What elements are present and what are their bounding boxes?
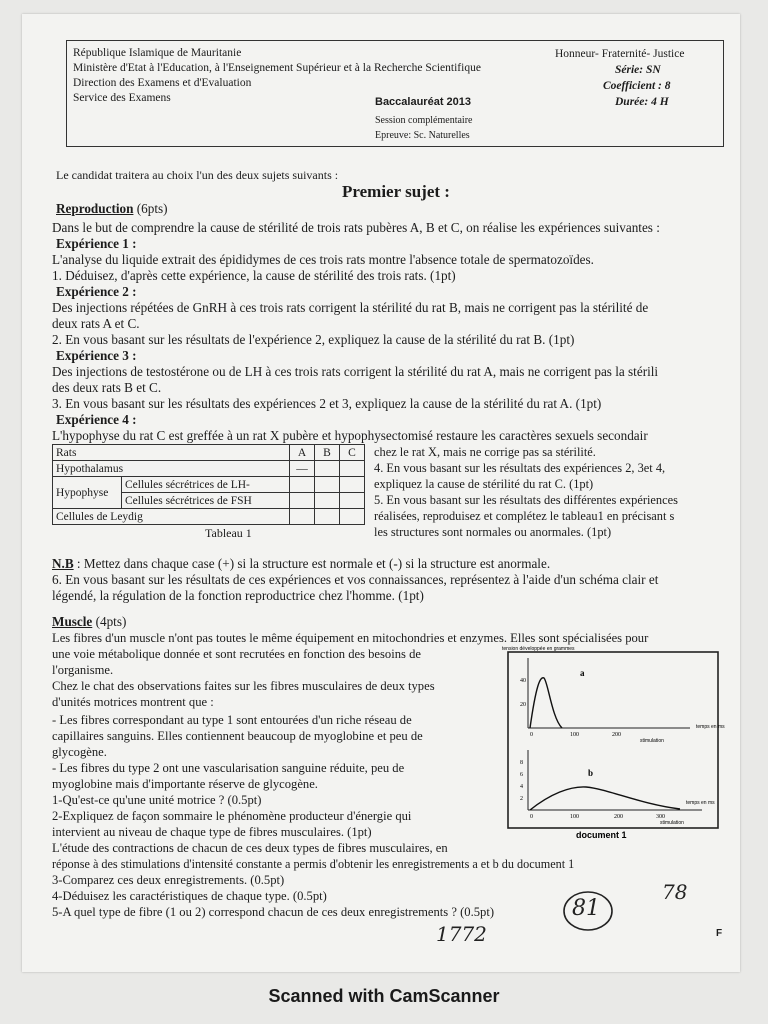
header-line-direction: Direction des Examens et d'Evaluation [73, 77, 252, 89]
table-cell [290, 509, 315, 525]
handwritten-mark: 78 [662, 880, 688, 904]
page-letter: F [716, 928, 723, 939]
table-cell [315, 509, 340, 525]
intro-text: Le candidat traitera au choix l'un des deux sujets suivants : [56, 168, 339, 182]
table-cell [315, 477, 340, 493]
table-header-cell: Rats [53, 445, 290, 461]
muscle-heading: Muscle [52, 614, 93, 629]
exam-header [66, 40, 724, 147]
muscle-line: Chez le chat des observations faites sur les fibres musculaires de deux types [52, 679, 435, 693]
muscle-line: Les fibres d'un muscle n'ont pas toutes le même équipement en mitochondries et enzymes. Elles sont spécialisées pour [52, 631, 649, 645]
header-line-ministry: Ministère d'Etat à l'Education, à l'Enseignement Supérieur et à la Recherche Scientifique [73, 62, 481, 74]
graph-b-xtick: 100 [570, 814, 579, 820]
muscle-points: (4pts) [95, 614, 127, 629]
question-2: 2. En vous basant sur les résultats de l'expérience 2, expliquez la cause de la stérilité du rat B. (1pt) [52, 332, 575, 347]
graph-a-xtick: 0 [530, 732, 533, 738]
question-1: 1. Déduisez, d'après cette expérience, la cause de stérilité des trois rats. (1pt) [52, 268, 456, 283]
muscle-line: d'unités motrices montrent que : [52, 695, 214, 709]
graph-b-label: b [588, 768, 594, 778]
muscle-line: réponse à des stimulations d'intensité constante a permis d'obtenir les enregistrements a et b du document 1 [52, 857, 575, 871]
graph-b-xtick: 0 [530, 814, 533, 820]
experience-4-heading: Expérience 4 : [56, 412, 137, 427]
repro-line: Dans le but de comprendre la cause de stérilité de trois rats pubères A, B et C, on réalise les expériences suivantes : [52, 220, 660, 235]
question-6-cont: légendé, la régulation de la fonction reproductrice chez l'homme. (1pt) [52, 588, 424, 603]
graph-b-stim: stimulation [660, 820, 684, 826]
muscle-line: capillaires sanguins. Elles contiennent beaucoup de myoglobine et peu de [52, 729, 423, 743]
muscle-line: - Les fibres du type 2 ont une vascularisation sanguine réduite, peu de [52, 761, 405, 775]
table-row [53, 477, 365, 493]
graph-a-stim: stimulation [640, 738, 664, 744]
graph-b-xlabel: temps en ms [686, 800, 715, 806]
repro-line: des deux rats B et C. [52, 380, 162, 395]
table-header-row [53, 445, 365, 461]
graph-b-xtick: 200 [614, 814, 623, 820]
nb-label: N.B [52, 556, 74, 571]
camscanner-watermark: Scanned with CamScanner [268, 986, 500, 1006]
table-row [53, 509, 365, 525]
graph-a-xlabel: temps en ms [696, 724, 725, 730]
question-5: 5. En vous basant sur les résultats des différentes expériences [374, 493, 678, 507]
table-caption: Tableau 1 [205, 526, 252, 540]
muscle-question-2: 2-Expliquez de façon sommaire le phénomène producteur d'énergie qui [52, 809, 412, 823]
muscle-question-3: 3-Comparez ces deux enregistrements. (0.5pt) [52, 873, 285, 887]
header-serie: Série: SN [615, 64, 661, 76]
graph-a-ylabel: tension développée en grammes [502, 646, 575, 652]
subject-title: Premier sujet : [342, 182, 450, 201]
muscle-line: l'organisme. [52, 663, 114, 677]
repro-right-line: expliquez la cause de stérilité du rat C. (1pt) [374, 477, 594, 491]
header-coefficient: Coefficient : 8 [603, 80, 671, 92]
tableau-1 [52, 444, 365, 525]
question-6: 6. En vous basant sur les résultats de ces expériences et vos connaissances, représentez à l'aide d'un schéma clair et [52, 572, 659, 587]
muscle-line: L'étude des contractions de chacun de ces deux types de fibres musculaires, en [52, 841, 448, 855]
header-motto: Honneur- Fraternité- Justice [555, 48, 685, 60]
handwritten-signature: 1772 [436, 922, 487, 946]
muscle-question-5: 5-A quel type de fibre (1 ou 2) correspond chacun de ces deux enregistrements ? (0.5pt) [52, 905, 495, 919]
table-header-cell: B [315, 445, 340, 461]
graph-a-label: a [580, 668, 585, 678]
repro-line: L'hypophyse du rat C est greffée à un rat X pubère et hypophysectomisé restaure les caractères sexuels secondair [52, 428, 648, 443]
table-header-cell: A [290, 445, 315, 461]
exam-title: Baccalauréat 2013 [375, 96, 472, 108]
epreuve-label: Epreuve: Sc. Naturelles [375, 130, 470, 141]
header-duree: Durée: 4 H [615, 96, 669, 108]
table-cell: Hypothalamus [53, 461, 290, 477]
table-cell [315, 461, 340, 477]
muscle-line: myoglobine mais d'importante réserve de glycogène. [52, 777, 318, 791]
reproduction-heading: Reproduction [56, 201, 134, 216]
experience-2-heading: Expérience 2 : [56, 284, 137, 299]
table-cell [340, 477, 365, 493]
document-1-figure [490, 646, 728, 844]
nb-text: : Mettez dans chaque case (+) si la structure est normale et (-) si la structure est anormale. [73, 556, 551, 571]
repro-line: Des injections répétées de GnRH à ces trois rats corrigent la stérilité du rat B, mais ne corrigent pas la stérilité de [52, 300, 649, 315]
table-row [53, 461, 365, 477]
reproduction-points: (6pts) [136, 201, 168, 216]
curve-b [530, 787, 680, 810]
graph-b-ytick: 8 [520, 760, 523, 766]
table-cell [340, 461, 365, 477]
muscle-line: glycogène. [52, 745, 107, 759]
table-cell [340, 509, 365, 525]
repro-right-line: chez le rat X, mais ne corrige pas sa stérilité. [374, 445, 596, 459]
experience-1-heading: Expérience 1 : [56, 236, 137, 251]
table-cell: Cellules sécrétrices de LH- [122, 477, 290, 493]
repro-line: deux rats A et C. [52, 316, 140, 331]
curve-a [530, 678, 562, 728]
table-cell: — [290, 461, 315, 477]
repro-line: L'analyse du liquide extrait des épididymes de ces trois rats montre l'absence totale de spermatozoïdes. [52, 252, 594, 267]
repro-right-line: réalisées, reproduisez et complétez le tableau1 en précisant s [374, 509, 675, 523]
graph-a-ytick: 40 [520, 678, 526, 684]
table-cell [340, 493, 365, 509]
graph-b-ytick: 6 [520, 772, 523, 778]
graph-a-xtick: 100 [570, 732, 579, 738]
graph-b-xtick: 300 [656, 814, 665, 820]
muscle-line: - Les fibres correspondant au type 1 sont entourées d'un riche réseau de [52, 713, 412, 727]
header-line-service: Service des Examens [73, 92, 171, 104]
session-label: Session complémentaire [375, 115, 473, 126]
repro-right-line: les structures sont normales ou anormales. (1pt) [374, 525, 612, 539]
question-3: 3. En vous basant sur les résultats des expériences 2 et 3, expliquez la cause de la stérilité du rat A. (1pt) [52, 396, 602, 411]
table-cell [290, 493, 315, 509]
table-cell [315, 493, 340, 509]
experience-3-heading: Expérience 3 : [56, 348, 137, 363]
muscle-line: une voie métabolique donnée et sont recrutées en fonction des besoins de [52, 647, 421, 661]
table-cell: Cellules de Leydig [53, 509, 290, 525]
muscle-question-4: 4-Déduisez les caractéristiques de chaque type. (0.5pt) [52, 889, 327, 903]
graph-a-xtick: 200 [612, 732, 621, 738]
graph-b-ytick: 2 [520, 796, 523, 802]
table-cell: Cellules sécrétrices de FSH [122, 493, 290, 509]
muscle-line: intervient au niveau de chaque type de fibres musculaires. (1pt) [52, 825, 372, 839]
muscle-question-1: 1-Qu'est-ce qu'une unité motrice ? (0.5pt) [52, 793, 262, 807]
question-4: 4. En vous basant sur les résultats des expériences 2, 3et 4, [374, 461, 666, 475]
document-1-caption: document 1 [576, 830, 627, 840]
graph-a-ytick: 20 [520, 702, 526, 708]
header-line-republic: République Islamique de Mauritanie [73, 47, 242, 59]
table-header-cell: C [340, 445, 365, 461]
table-cell: Hypophyse [53, 477, 122, 509]
handwritten-score: 81 [572, 896, 600, 921]
table-cell [290, 477, 315, 493]
graph-b-ytick: 4 [520, 784, 523, 790]
repro-line: Des injections de testostérone ou de LH à ces trois rats corrigent la stérilité du rat A, mais ne corrigent pas la stérili [52, 364, 659, 379]
